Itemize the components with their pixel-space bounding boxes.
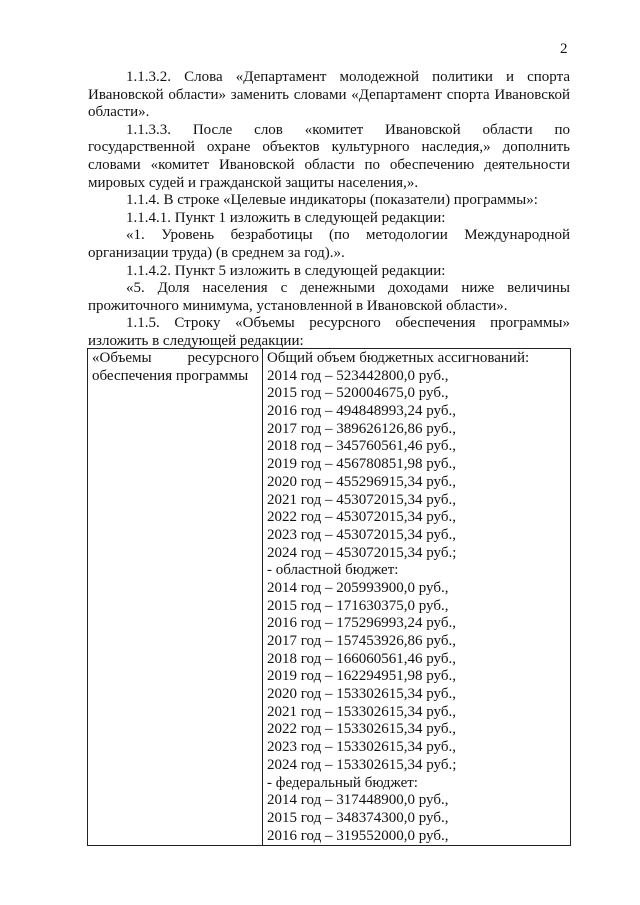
table-value-line: 2022 год – 453072015,34 руб., xyxy=(267,509,456,526)
table-value-line: 2019 год – 162294951,98 руб., xyxy=(267,668,456,685)
paragraph-1-1-4-1: 1.1.4.1. Пункт 1 изложить в следующей редакции: xyxy=(126,209,446,226)
table-value-line: 2018 год – 345760561,46 руб., xyxy=(267,438,456,455)
table-value-line: 2019 год – 456780851,98 руб., xyxy=(267,456,456,473)
table-value-line: 2014 год – 317448900,0 руб., xyxy=(267,792,449,809)
paragraph-quote-item-5: «5. Доля населения с денежными доходами ниже величины прожиточного минимума, установленной в Ивановской области». xyxy=(88,280,570,314)
table-value-line: 2016 год – 494848993,24 руб., xyxy=(267,403,456,420)
table-value-line: 2022 год – 153302615,34 руб., xyxy=(267,721,456,738)
table-value-line: 2016 год – 319552000,0 руб., xyxy=(267,827,449,844)
paragraph-1-1-4: 1.1.4. В строке «Целевые индикаторы (показатели) программы»: xyxy=(126,192,538,209)
table-value-line: 2017 год – 389626126,86 руб., xyxy=(267,420,456,437)
table-value-line: 2015 год – 348374300,0 руб., xyxy=(267,809,449,826)
table-value-line: 2024 год – 153302615,34 руб.; xyxy=(267,756,457,773)
table-value-line: - федеральный бюджет: xyxy=(267,774,418,791)
table-value-line: 2015 год – 171630375,0 руб., xyxy=(267,597,449,614)
table-value-line: 2020 год – 153302615,34 руб., xyxy=(267,686,456,703)
table-value-line: 2017 год – 157453926,86 руб., xyxy=(267,633,456,649)
table-value-line: 2020 год – 455296915,34 руб., xyxy=(267,473,456,490)
table-value-line: 2021 год – 153302615,34 руб., xyxy=(267,703,456,720)
paragraph-quote-item-1: «1. Уровень безработицы (по методологии Международной организации труда) (в среднем за год).». xyxy=(88,227,570,261)
table-row xyxy=(88,349,571,846)
table-label-cell xyxy=(88,349,263,846)
table-value-line: 2021 год – 453072015,34 руб., xyxy=(267,491,456,508)
paragraph-1-1-3-2: 1.1.3.2. Слова «Департамент молодежной политики и спорта Ивановской области» заменить словами «Департамент спорта Ивановской области». xyxy=(88,69,570,121)
page-number: 2 xyxy=(560,41,568,57)
table-value-line: - областной бюджет: xyxy=(267,562,399,579)
table-value-line: 2016 год – 175296993,24 руб., xyxy=(267,615,456,632)
table-values-cell xyxy=(263,349,571,846)
paragraph-1-1-4-2: 1.1.4.2. Пункт 5 изложить в следующей редакции: xyxy=(126,262,446,279)
paragraph-1-1-5: 1.1.5. Строку «Объемы ресурсного обеспечения программы» изложить в следующей редакции: xyxy=(88,315,570,349)
table-value-line: 2014 год – 523442800,0 руб., xyxy=(267,367,449,384)
table-value-line: 2015 год – 520004675,0 руб., xyxy=(267,385,449,402)
table-value-line: 2018 год – 166060561,46 руб., xyxy=(267,650,456,667)
table-value-line: 2024 год – 453072015,34 руб.; xyxy=(267,544,457,561)
paragraph-1-1-3-3: 1.1.3.3. После слов «комитет Ивановской области по государственной охране объектов культурного наследия,» дополнить словами «комитет Ивановской области по обеспечению деятельности мировых судей и гражданской защиты населения,». xyxy=(88,121,570,191)
resource-table xyxy=(87,348,571,846)
table-label: «Объемы ресурсного обеспечения программы xyxy=(92,350,259,384)
table-value-line: Общий объем бюджетных ассигнований: xyxy=(267,350,530,366)
document-body xyxy=(88,69,570,351)
table-value-line: 2023 год – 453072015,34 руб., xyxy=(267,526,456,543)
table-value-line: 2014 год – 205993900,0 руб., xyxy=(267,579,449,596)
table-value-line: 2023 год – 153302615,34 руб., xyxy=(267,739,456,756)
